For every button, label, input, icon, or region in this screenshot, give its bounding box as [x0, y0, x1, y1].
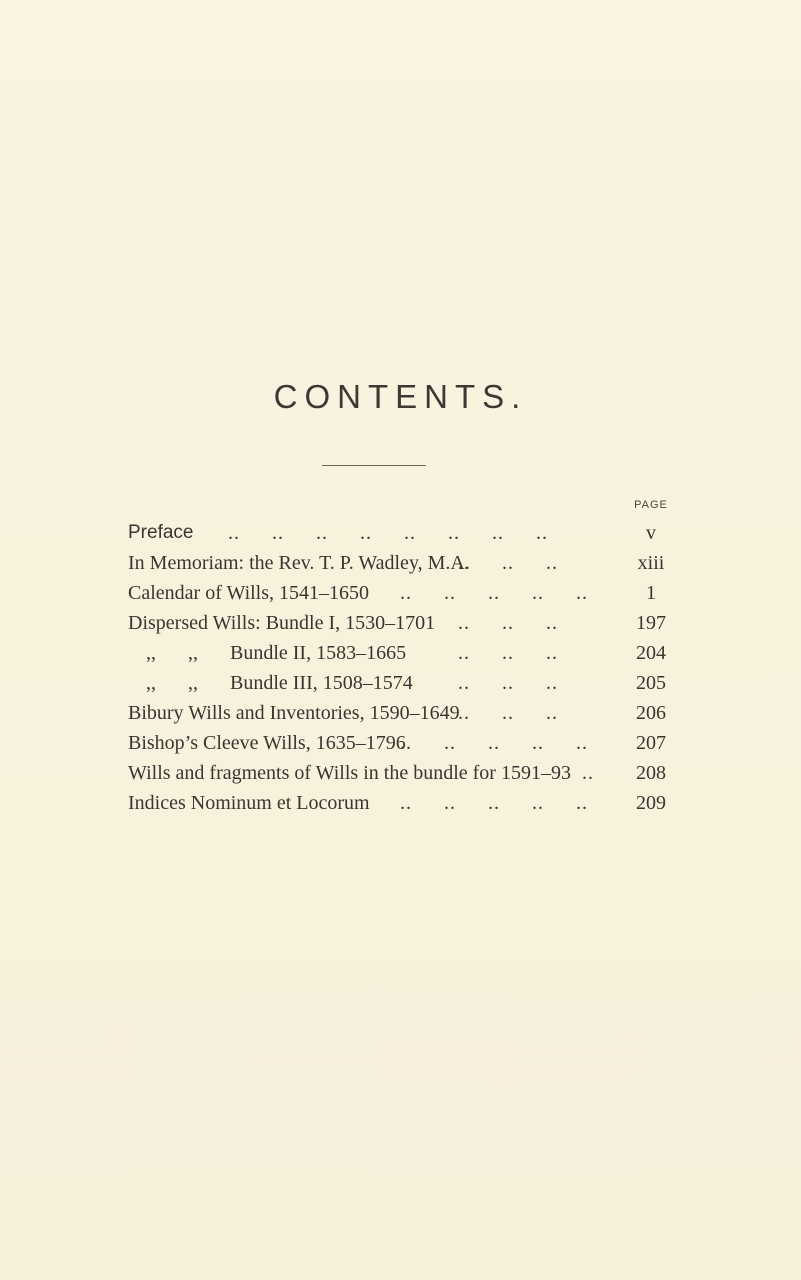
toc-entry-title: Bundle II, 1583–1665 — [230, 642, 407, 664]
toc-entry-bishops-cleeve — [0, 728, 801, 758]
toc-entry-title: Bibury Wills and Inventories, 1590–1649 — [128, 702, 460, 724]
page-title: CONTENTS. — [273, 378, 528, 415]
toc-entry-page: 1 — [646, 582, 656, 604]
toc-entry-page: 205 — [636, 672, 666, 694]
toc-entry-page: 197 — [636, 612, 666, 634]
toc-entry-in-memoriam — [0, 548, 801, 578]
toc-entry-title: Bishop’s Cleeve Wills, 1635–1796 — [128, 732, 406, 754]
dot-leader: .. .. .. — [458, 672, 558, 694]
toc-entry-title: Indices Nominum et Locorum — [128, 792, 370, 814]
dot-leader: .. .. .. — [458, 612, 558, 634]
toc-entry-page: v — [646, 522, 656, 544]
dot-leader: .. .. .. — [458, 702, 558, 724]
toc-entry-title: Calendar of Wills, 1541–1650 — [128, 582, 370, 604]
ditto-mark: ,, — [188, 672, 198, 694]
toc-entry-bibury — [0, 698, 801, 728]
toc-entry-page: xiii — [637, 552, 665, 574]
toc-entry-dispersed-bundle-2 — [0, 638, 801, 668]
dot-leader: .. .. .. — [458, 552, 558, 574]
toc-entry-title: In Memoriam: the Rev. T. P. Wadley, M.A. — [128, 552, 470, 574]
dot-leader: .. .. .. — [458, 642, 558, 664]
toc-entry-fragments — [0, 758, 801, 788]
toc-entry-title: Wills and fragments of Wills in the bundle for 1591–93 — [128, 762, 571, 784]
ditto-mark: ,, — [188, 642, 198, 664]
dot-leader: .. — [582, 762, 594, 784]
toc-entry-page: 204 — [636, 642, 666, 664]
toc-entry-dispersed-bundle-3 — [0, 668, 801, 698]
dot-leader: .. .. .. .. .. .. .. .. — [228, 522, 548, 544]
toc-entry-calendar — [0, 578, 801, 608]
ditto-mark: ,, — [146, 672, 156, 694]
toc-entry-page: 207 — [636, 732, 666, 754]
toc-entry-title: Bundle III, 1508–1574 — [230, 672, 413, 694]
toc-entry-page: 209 — [636, 792, 666, 814]
dot-leader: .. .. .. .. .. — [400, 582, 588, 604]
toc-entry-title-group — [146, 638, 406, 668]
toc-entry-page: 208 — [636, 762, 666, 784]
dot-leader: .. .. .. .. .. — [400, 732, 588, 754]
ditto-mark: ,, — [146, 642, 156, 664]
toc-entry-title-group — [146, 668, 413, 698]
toc-entry-title: Preface — [128, 522, 194, 543]
title-divider — [322, 465, 426, 466]
toc-entry-page: 206 — [636, 702, 666, 724]
toc-entry-indices — [0, 788, 801, 818]
dot-leader: .. .. .. .. .. — [400, 792, 588, 814]
toc-entry-preface — [0, 518, 801, 548]
page-column-label: PAGE — [634, 499, 668, 511]
toc-entry-dispersed-bundle-1 — [0, 608, 801, 638]
toc-entry-title: Dispersed Wills: Bundle I, 1530–1701 — [128, 612, 436, 634]
